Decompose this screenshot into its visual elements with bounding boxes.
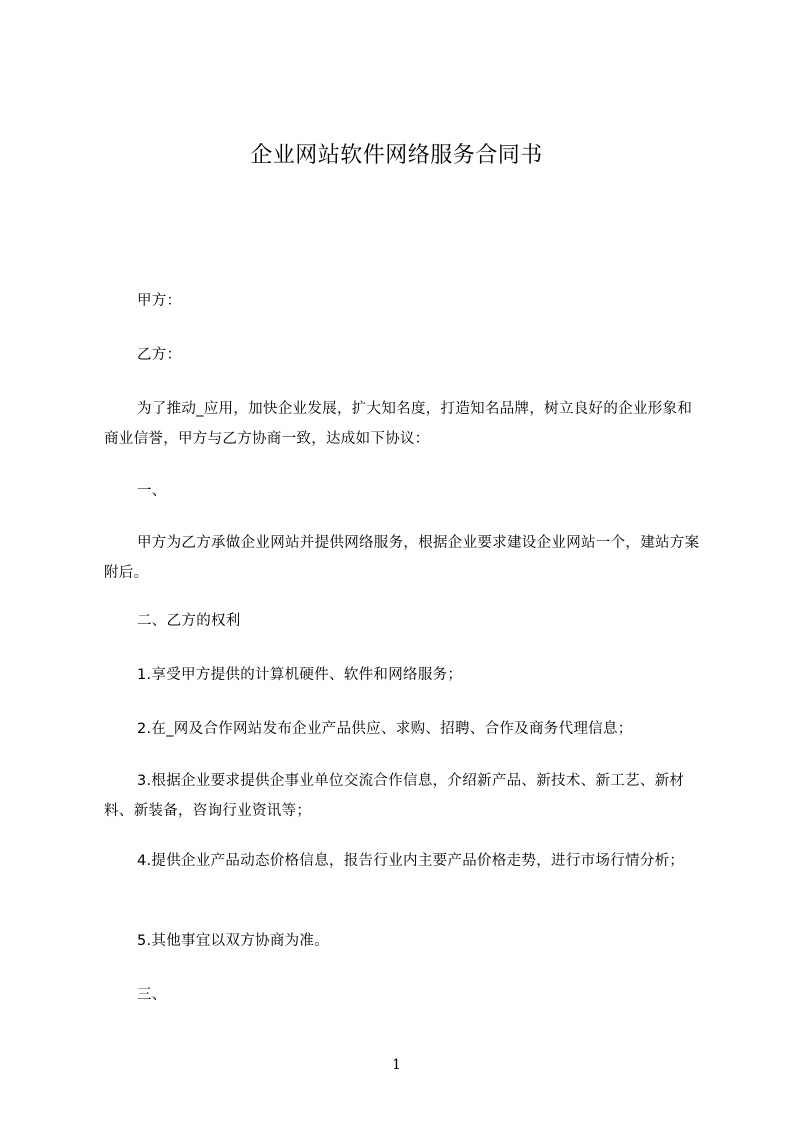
section-2-item-3: 3.根据企业要求提供企事业单位交流合作信息，介绍新产品、新技术、新工艺、新材料、新装备，咨询行业资讯等； — [104, 773, 685, 819]
section-3-heading: 三、 — [137, 987, 167, 1003]
section-2-item-2: 2.在_网及合作网站发布企业产品供应、求购、招聘、合作及商务代理信息； — [137, 721, 633, 737]
section-2-item-4: 4.提供企业产品动态价格信息，报告行业内主要产品价格走势，进行市场行情分析； — [137, 853, 685, 869]
page-number: 1 — [392, 1057, 401, 1073]
document-title: 企业网站软件网络服务合同书 — [250, 143, 543, 168]
intro-paragraph: 为了推动_应用，加快企业发展，扩大知名度，打造知名品牌，树立良好的企业形象和商业信誉，甲方与乙方协商一致，达成如下协议： — [104, 401, 693, 447]
party-b-line: 乙方： — [137, 347, 182, 363]
section-1-heading: 一、 — [137, 483, 167, 499]
section-2-item-1: 1.享受甲方提供的计算机硬件、软件和网络服务； — [137, 667, 463, 683]
section-1-body: 甲方为乙方承做企业网站并提供网络服务，根据企业要求建设企业网站一个，建站方案附后。 — [104, 535, 700, 581]
section-2-heading: 二、乙方的权利 — [137, 613, 241, 629]
section-2-item-5: 5.其他事宜以双方协商为准。 — [137, 933, 330, 949]
party-a-line: 甲方： — [137, 293, 182, 309]
